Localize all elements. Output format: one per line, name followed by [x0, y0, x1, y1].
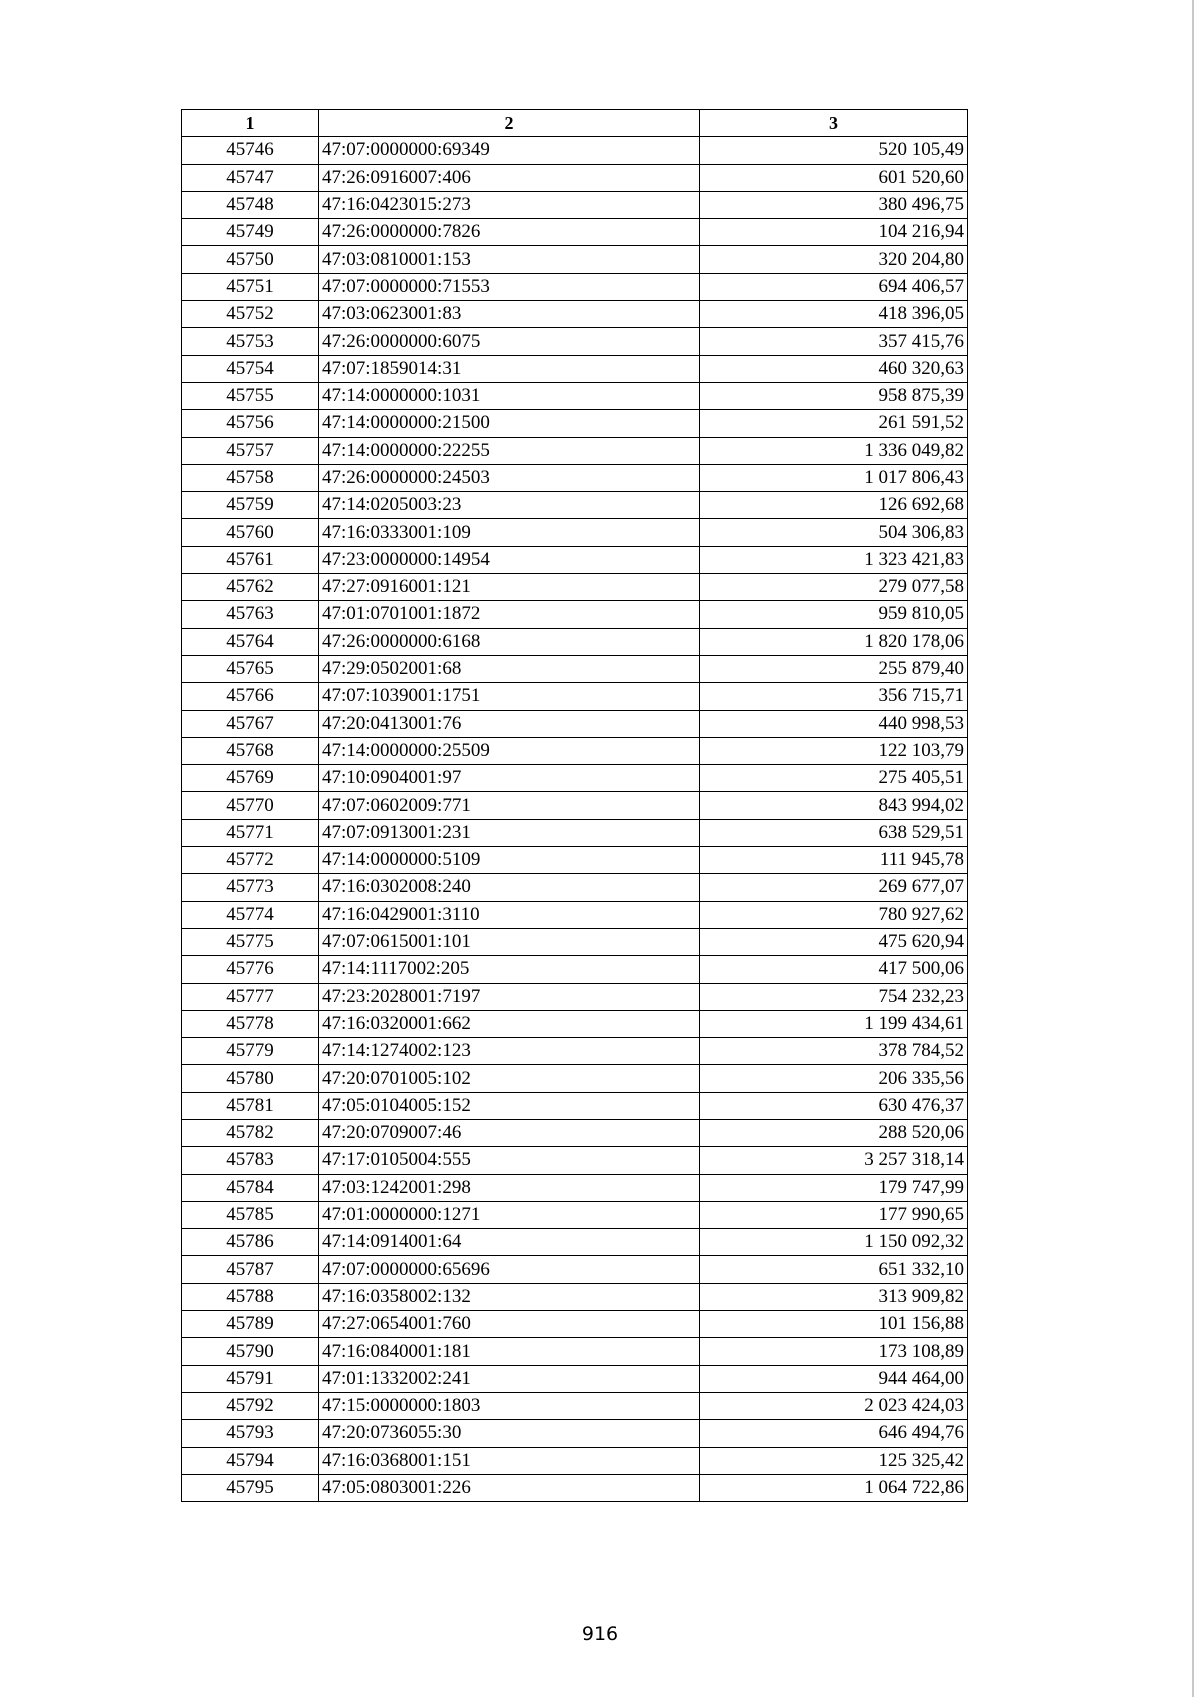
- cadastral-number-cell: 47:26:0000000:6168: [319, 628, 700, 655]
- table-row: [182, 301, 968, 328]
- table-row: [182, 1256, 968, 1283]
- table-row: [182, 655, 968, 682]
- table-row: [182, 519, 968, 546]
- cadastral-number-cell: 47:20:0709007:46: [319, 1119, 700, 1146]
- table-row: [182, 737, 968, 764]
- table-row: [182, 1010, 968, 1037]
- cadastral-number-cell: 47:14:0000000:22255: [319, 437, 700, 464]
- row-number-cell: 45779: [182, 1038, 319, 1065]
- row-number-cell: 45773: [182, 874, 319, 901]
- cadastral-number-cell: 47:16:0423015:273: [319, 191, 700, 218]
- value-cell: 269 677,07: [700, 874, 968, 901]
- row-number-cell: 45795: [182, 1474, 319, 1501]
- row-number-cell: 45783: [182, 1147, 319, 1174]
- cadastral-number-cell: 47:05:0803001:226: [319, 1474, 700, 1501]
- cadastral-number-cell: 47:26:0000000:24503: [319, 464, 700, 491]
- cadastral-number-cell: 47:23:2028001:7197: [319, 983, 700, 1010]
- value-cell: 1 017 806,43: [700, 464, 968, 491]
- row-number-cell: 45757: [182, 437, 319, 464]
- row-number-cell: 45778: [182, 1010, 319, 1037]
- value-cell: 356 715,71: [700, 683, 968, 710]
- row-number-cell: 45751: [182, 273, 319, 300]
- value-cell: 288 520,06: [700, 1119, 968, 1146]
- cadastral-number-cell: 47:01:1332002:241: [319, 1365, 700, 1392]
- row-number-cell: 45774: [182, 901, 319, 928]
- value-cell: 440 998,53: [700, 710, 968, 737]
- row-number-cell: 45775: [182, 928, 319, 955]
- row-number-cell: 45758: [182, 464, 319, 491]
- data-table: [181, 109, 968, 1502]
- row-number-cell: 45777: [182, 983, 319, 1010]
- value-cell: 843 994,02: [700, 792, 968, 819]
- cadastral-number-cell: 47:14:0914001:64: [319, 1229, 700, 1256]
- table-row: [182, 191, 968, 218]
- row-number-cell: 45762: [182, 574, 319, 601]
- table-row: [182, 1338, 968, 1365]
- value-cell: 959 810,05: [700, 601, 968, 628]
- value-cell: 122 103,79: [700, 737, 968, 764]
- cadastral-number-cell: 47:27:0916001:121: [319, 574, 700, 601]
- table-row: [182, 1201, 968, 1228]
- table-row: [182, 1229, 968, 1256]
- table-row: [182, 765, 968, 792]
- table-row: [182, 956, 968, 983]
- table-row: [182, 874, 968, 901]
- row-number-cell: 45794: [182, 1447, 319, 1474]
- cadastral-number-cell: 47:03:0623001:83: [319, 301, 700, 328]
- cadastral-number-cell: 47:07:1859014:31: [319, 355, 700, 382]
- row-number-cell: 45781: [182, 1092, 319, 1119]
- row-number-cell: 45769: [182, 765, 319, 792]
- cadastral-number-cell: 47:20:0413001:76: [319, 710, 700, 737]
- cadastral-number-cell: 47:05:0104005:152: [319, 1092, 700, 1119]
- value-cell: 313 909,82: [700, 1283, 968, 1310]
- table-row: [182, 1447, 968, 1474]
- value-cell: 780 927,62: [700, 901, 968, 928]
- row-number-cell: 45756: [182, 410, 319, 437]
- table-row: [182, 574, 968, 601]
- cadastral-number-cell: 47:26:0000000:7826: [319, 219, 700, 246]
- value-cell: 125 325,42: [700, 1447, 968, 1474]
- table-row: [182, 983, 968, 1010]
- cadastral-number-cell: 47:14:0000000:1031: [319, 382, 700, 409]
- table-row: [182, 246, 968, 273]
- cadastral-number-cell: 47:14:0000000:21500: [319, 410, 700, 437]
- table-row: [182, 546, 968, 573]
- table-row: [182, 1392, 968, 1419]
- cadastral-number-cell: 47:07:0000000:69349: [319, 137, 700, 164]
- value-cell: 173 108,89: [700, 1338, 968, 1365]
- row-number-cell: 45790: [182, 1338, 319, 1365]
- page-number: 916: [581, 1623, 619, 1645]
- table-row: [182, 1147, 968, 1174]
- row-number-cell: 45786: [182, 1229, 319, 1256]
- cadastral-number-cell: 47:17:0105004:555: [319, 1147, 700, 1174]
- value-cell: 646 494,76: [700, 1420, 968, 1447]
- table-row: [182, 847, 968, 874]
- row-number-cell: 45764: [182, 628, 319, 655]
- cadastral-number-cell: 47:07:0615001:101: [319, 928, 700, 955]
- value-cell: 3 257 318,14: [700, 1147, 968, 1174]
- table-row: [182, 137, 968, 164]
- table-row: [182, 1174, 968, 1201]
- column-header-2: 2: [319, 110, 700, 137]
- value-cell: 694 406,57: [700, 273, 968, 300]
- row-number-cell: 45752: [182, 301, 319, 328]
- table-row: [182, 601, 968, 628]
- cadastral-number-cell: 47:14:1274002:123: [319, 1038, 700, 1065]
- table-row: [182, 1038, 968, 1065]
- cadastral-number-cell: 47:16:0368001:151: [319, 1447, 700, 1474]
- cadastral-number-cell: 47:27:0654001:760: [319, 1311, 700, 1338]
- row-number-cell: 45755: [182, 382, 319, 409]
- row-number-cell: 45759: [182, 492, 319, 519]
- row-number-cell: 45765: [182, 655, 319, 682]
- row-number-cell: 45787: [182, 1256, 319, 1283]
- cadastral-number-cell: 47:14:1117002:205: [319, 956, 700, 983]
- row-number-cell: 45793: [182, 1420, 319, 1447]
- table-row: [182, 464, 968, 491]
- table-row: [182, 219, 968, 246]
- table-row: [182, 328, 968, 355]
- row-number-cell: 45768: [182, 737, 319, 764]
- value-cell: 958 875,39: [700, 382, 968, 409]
- cadastral-number-cell: 47:29:0502001:68: [319, 655, 700, 682]
- table-row: [182, 628, 968, 655]
- header-row: [182, 110, 968, 137]
- value-cell: 255 879,40: [700, 655, 968, 682]
- column-header-1: 1: [182, 110, 319, 137]
- cadastral-number-cell: 47:07:0000000:71553: [319, 273, 700, 300]
- cadastral-number-cell: 47:16:0429001:3110: [319, 901, 700, 928]
- value-cell: 261 591,52: [700, 410, 968, 437]
- table-row: [182, 1065, 968, 1092]
- value-cell: 179 747,99: [700, 1174, 968, 1201]
- row-number-cell: 45792: [182, 1392, 319, 1419]
- table-row: [182, 410, 968, 437]
- value-cell: 754 232,23: [700, 983, 968, 1010]
- value-cell: 520 105,49: [700, 137, 968, 164]
- row-number-cell: 45791: [182, 1365, 319, 1392]
- row-number-cell: 45754: [182, 355, 319, 382]
- value-cell: 126 692,68: [700, 492, 968, 519]
- table-row: [182, 1092, 968, 1119]
- value-cell: 1 199 434,61: [700, 1010, 968, 1037]
- cadastral-number-cell: 47:03:0810001:153: [319, 246, 700, 273]
- value-cell: 475 620,94: [700, 928, 968, 955]
- table-row: [182, 1420, 968, 1447]
- row-number-cell: 45750: [182, 246, 319, 273]
- table-row: [182, 792, 968, 819]
- cadastral-number-cell: 47:07:1039001:1751: [319, 683, 700, 710]
- row-number-cell: 45788: [182, 1283, 319, 1310]
- table-row: [182, 710, 968, 737]
- column-header-3: 3: [700, 110, 968, 137]
- cadastral-number-cell: 47:20:0736055:30: [319, 1420, 700, 1447]
- table-row: [182, 355, 968, 382]
- table-row: [182, 273, 968, 300]
- value-cell: 1 323 421,83: [700, 546, 968, 573]
- table-row: [182, 1365, 968, 1392]
- cadastral-number-cell: 47:14:0000000:25509: [319, 737, 700, 764]
- cadastral-number-cell: 47:16:0302008:240: [319, 874, 700, 901]
- table-row: [182, 819, 968, 846]
- row-number-cell: 45746: [182, 137, 319, 164]
- row-number-cell: 45780: [182, 1065, 319, 1092]
- table-row: [182, 164, 968, 191]
- cadastral-number-cell: 47:16:0333001:109: [319, 519, 700, 546]
- cadastral-number-cell: 47:14:0000000:5109: [319, 847, 700, 874]
- value-cell: 378 784,52: [700, 1038, 968, 1065]
- row-number-cell: 45763: [182, 601, 319, 628]
- cadastral-number-cell: 47:20:0701005:102: [319, 1065, 700, 1092]
- table-row: [182, 437, 968, 464]
- row-number-cell: 45770: [182, 792, 319, 819]
- value-cell: 460 320,63: [700, 355, 968, 382]
- row-number-cell: 45771: [182, 819, 319, 846]
- table-row: [182, 382, 968, 409]
- cadastral-number-cell: 47:14:0205003:23: [319, 492, 700, 519]
- table-body: [182, 137, 968, 1502]
- value-cell: 2 023 424,03: [700, 1392, 968, 1419]
- cadastral-number-cell: 47:23:0000000:14954: [319, 546, 700, 573]
- value-cell: 1 064 722,86: [700, 1474, 968, 1501]
- table-row: [182, 1119, 968, 1146]
- table-row: [182, 1311, 968, 1338]
- row-number-cell: 45761: [182, 546, 319, 573]
- value-cell: 177 990,65: [700, 1201, 968, 1228]
- cadastral-number-cell: 47:26:0000000:6075: [319, 328, 700, 355]
- cadastral-number-cell: 47:16:0320001:662: [319, 1010, 700, 1037]
- value-cell: 418 396,05: [700, 301, 968, 328]
- value-cell: 944 464,00: [700, 1365, 968, 1392]
- table-row: [182, 901, 968, 928]
- cadastral-number-cell: 47:07:0913001:231: [319, 819, 700, 846]
- value-cell: 101 156,88: [700, 1311, 968, 1338]
- value-cell: 357 415,76: [700, 328, 968, 355]
- value-cell: 275 405,51: [700, 765, 968, 792]
- cadastral-number-cell: 47:03:1242001:298: [319, 1174, 700, 1201]
- cadastral-number-cell: 47:07:0000000:65696: [319, 1256, 700, 1283]
- row-number-cell: 45747: [182, 164, 319, 191]
- table-row: [182, 928, 968, 955]
- table-row: [182, 1474, 968, 1501]
- value-cell: 638 529,51: [700, 819, 968, 846]
- value-cell: 1 336 049,82: [700, 437, 968, 464]
- table-row: [182, 683, 968, 710]
- cadastral-number-cell: 47:07:0602009:771: [319, 792, 700, 819]
- row-number-cell: 45782: [182, 1119, 319, 1146]
- row-number-cell: 45772: [182, 847, 319, 874]
- value-cell: 1 820 178,06: [700, 628, 968, 655]
- page-edge: [1192, 0, 1194, 1697]
- row-number-cell: 45776: [182, 956, 319, 983]
- value-cell: 111 945,78: [700, 847, 968, 874]
- table-row: [182, 1283, 968, 1310]
- row-number-cell: 45785: [182, 1201, 319, 1228]
- row-number-cell: 45766: [182, 683, 319, 710]
- value-cell: 1 150 092,32: [700, 1229, 968, 1256]
- value-cell: 630 476,37: [700, 1092, 968, 1119]
- value-cell: 279 077,58: [700, 574, 968, 601]
- row-number-cell: 45767: [182, 710, 319, 737]
- cadastral-number-cell: 47:10:0904001:97: [319, 765, 700, 792]
- cadastral-number-cell: 47:26:0916007:406: [319, 164, 700, 191]
- table-row: [182, 492, 968, 519]
- value-cell: 206 335,56: [700, 1065, 968, 1092]
- value-cell: 504 306,83: [700, 519, 968, 546]
- value-cell: 320 204,80: [700, 246, 968, 273]
- row-number-cell: 45789: [182, 1311, 319, 1338]
- row-number-cell: 45753: [182, 328, 319, 355]
- row-number-cell: 45748: [182, 191, 319, 218]
- cadastral-number-cell: 47:15:0000000:1803: [319, 1392, 700, 1419]
- value-cell: 380 496,75: [700, 191, 968, 218]
- value-cell: 104 216,94: [700, 219, 968, 246]
- row-number-cell: 45749: [182, 219, 319, 246]
- value-cell: 417 500,06: [700, 956, 968, 983]
- cadastral-number-cell: 47:16:0358002:132: [319, 1283, 700, 1310]
- cadastral-number-cell: 47:16:0840001:181: [319, 1338, 700, 1365]
- value-cell: 601 520,60: [700, 164, 968, 191]
- cadastral-number-cell: 47:01:0000000:1271: [319, 1201, 700, 1228]
- row-number-cell: 45760: [182, 519, 319, 546]
- row-number-cell: 45784: [182, 1174, 319, 1201]
- value-cell: 651 332,10: [700, 1256, 968, 1283]
- cadastral-number-cell: 47:01:0701001:1872: [319, 601, 700, 628]
